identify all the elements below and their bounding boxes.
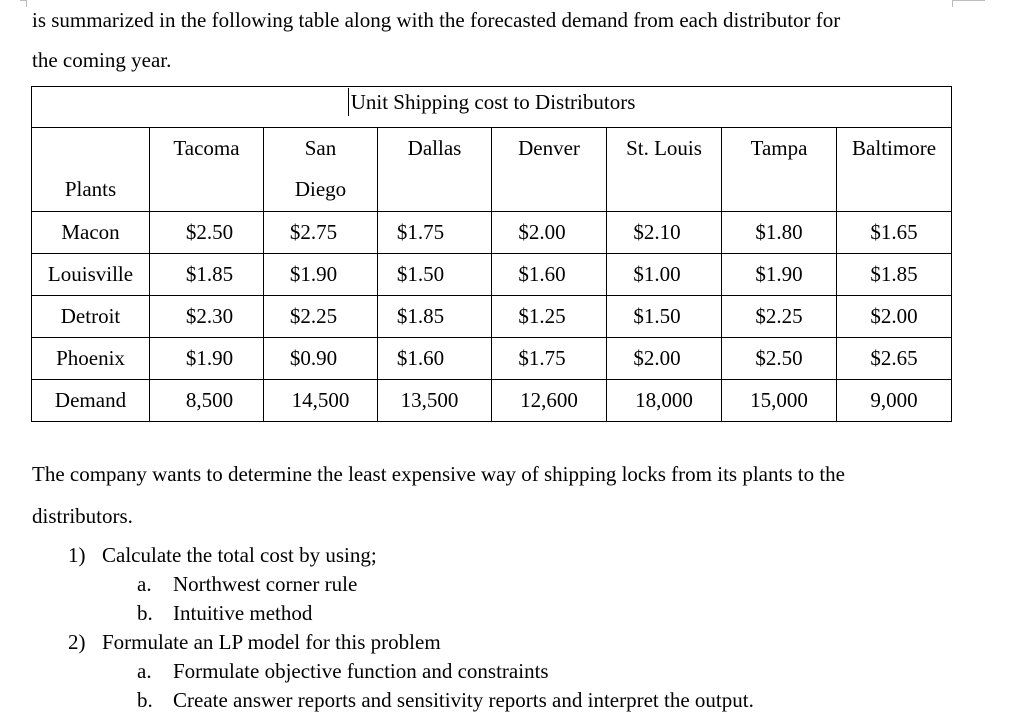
- shipping-cost-table: [31, 86, 952, 422]
- column-header-baltimore: [837, 128, 952, 212]
- cost-cell: $2.00: [607, 338, 722, 380]
- cost-cell: $1.75: [378, 212, 492, 254]
- column-header-plants: [32, 128, 150, 212]
- column-header-label: Denver: [518, 136, 580, 160]
- table-row: [32, 296, 952, 338]
- intro-line: the coming year.: [32, 48, 172, 72]
- question-item-2: [68, 628, 441, 657]
- cost-cell: $2.75: [264, 212, 378, 254]
- cost-cell: $1.90: [264, 254, 378, 296]
- row-label: Detroit: [32, 296, 150, 338]
- cost-cell: $1.60: [378, 338, 492, 380]
- cost-cell: $1.25: [492, 296, 607, 338]
- cost-cell: $1.80: [722, 212, 837, 254]
- column-header-label: Dallas: [407, 136, 462, 160]
- cost-cell: $1.75: [492, 338, 607, 380]
- question-number: 1): [68, 543, 86, 567]
- cost-cell: $1.90: [722, 254, 837, 296]
- column-header-label: Tampa: [750, 136, 808, 160]
- cost-cell: $1.85: [378, 296, 492, 338]
- table-row: [32, 212, 952, 254]
- column-header-label: Diego: [294, 177, 347, 201]
- cost-cell: $2.25: [722, 296, 837, 338]
- column-header-dallas: [378, 128, 492, 212]
- cost-cell: $1.00: [607, 254, 722, 296]
- column-header-tacoma: [150, 128, 264, 212]
- table-title-cell: [32, 87, 952, 128]
- cost-cell: $1.65: [837, 212, 952, 254]
- question-text: Calculate the total cost by using;: [102, 543, 377, 567]
- column-header-tampa: [722, 128, 837, 212]
- question-item-1: [68, 541, 377, 570]
- table-header-row: [32, 128, 952, 212]
- cost-cell: $2.50: [722, 338, 837, 380]
- column-header-label: San: [304, 136, 337, 160]
- cost-cell: $2.65: [837, 338, 952, 380]
- outro-line: The company wants to determine the least expensive way of shipping locks from its plants to the: [32, 462, 845, 486]
- column-header-san-diego: [264, 128, 378, 212]
- cost-cell: $2.30: [150, 296, 264, 338]
- cost-cell: $2.50: [150, 212, 264, 254]
- row-label: Louisville: [32, 254, 150, 296]
- cost-cell: $1.60: [492, 254, 607, 296]
- demand-cell: 14,500: [264, 380, 378, 422]
- cost-cell: $1.50: [378, 254, 492, 296]
- page-corner-mark-right: [952, 0, 985, 7]
- question-number: 2): [68, 630, 86, 654]
- sub-item: [137, 657, 549, 686]
- column-header-label: Tacoma: [173, 136, 240, 160]
- row-label: Demand: [32, 380, 150, 422]
- page-corner-mark-left: [20, 0, 27, 7]
- column-header-label: Baltimore: [852, 136, 937, 160]
- cost-cell: $2.00: [837, 296, 952, 338]
- cost-cell: $1.90: [150, 338, 264, 380]
- sub-item-letter: a.: [137, 659, 152, 683]
- outro-line: distributors.: [32, 504, 133, 528]
- demand-cell: 12,600: [492, 380, 607, 422]
- demand-cell: 9,000: [837, 380, 952, 422]
- demand-cell: 18,000: [607, 380, 722, 422]
- table-title: Unit Shipping cost to Distributors: [348, 88, 636, 116]
- sub-item-text: Intuitive method: [173, 601, 313, 625]
- column-header-label: St. Louis: [626, 136, 702, 160]
- sub-item-letter: b.: [137, 688, 153, 712]
- sub-item: [137, 686, 754, 715]
- sub-item-text: Formulate objective function and constraints: [173, 659, 549, 683]
- demand-cell: 15,000: [722, 380, 837, 422]
- column-header-denver: [492, 128, 607, 212]
- sub-item-letter: a.: [137, 572, 152, 596]
- cost-cell: $1.85: [150, 254, 264, 296]
- cost-cell: $0.90: [264, 338, 378, 380]
- demand-cell: 13,500: [378, 380, 492, 422]
- table-row-demand: [32, 380, 952, 422]
- demand-cell: 8,500: [150, 380, 264, 422]
- column-header-label: Plants: [64, 177, 117, 201]
- cost-cell: $1.50: [607, 296, 722, 338]
- cost-cell: $2.10: [607, 212, 722, 254]
- table-row: [32, 254, 952, 296]
- sub-item: [137, 599, 312, 628]
- sub-item-letter: b.: [137, 601, 153, 625]
- question-text: Formulate an LP model for this problem: [102, 630, 441, 654]
- table-row: [32, 338, 952, 380]
- sub-item-text: Northwest corner rule: [173, 572, 358, 596]
- cost-cell: $2.25: [264, 296, 378, 338]
- intro-line: is summarized in the following table along with the forecasted demand from each distributor for: [32, 8, 841, 32]
- sub-item-text: Create answer reports and sensitivity reports and interpret the output.: [173, 688, 754, 712]
- cost-cell: $1.85: [837, 254, 952, 296]
- row-label: Phoenix: [32, 338, 150, 380]
- row-label: Macon: [32, 212, 150, 254]
- sub-item: [137, 570, 357, 599]
- column-header-st-louis: [607, 128, 722, 212]
- cost-cell: $2.00: [492, 212, 607, 254]
